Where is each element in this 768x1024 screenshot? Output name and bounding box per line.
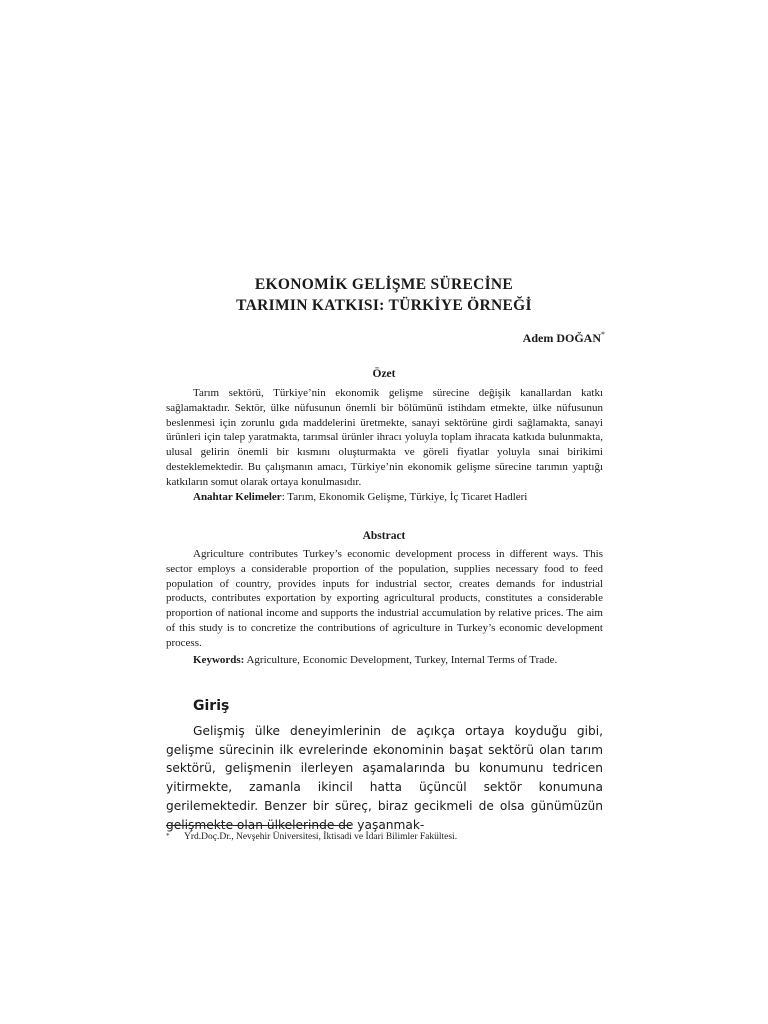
- abstract-body: [166, 547, 603, 651]
- paper-title-line-1: EKONOMİK GELİŞME SÜRECİNE: [254, 276, 514, 293]
- abstract-keywords-list: Agriculture, Economic Development, Turkey, Internal Terms of Trade.: [244, 654, 558, 666]
- footnote: [166, 832, 457, 842]
- author-footnote-mark: *: [601, 330, 605, 339]
- abstract-heading: Abstract: [362, 530, 406, 542]
- ozet-keywords: [193, 491, 527, 503]
- abstract-keywords-label: Keywords:: [193, 654, 245, 666]
- abstract-paragraph: Agriculture contributes Turkey’s economic development process in different ways. This sector employs a considerable proportion of the population, supplies necessary food to feed population of country, provides inputs for industrial sector, creates demands for industrial products, contributes exportation by exporting agricultural products, constitutes a considerable proportion of national income and supports the industrial accumulation by relative prices. The aim of this study is to concretize the contributions of agriculture in Turkey’s economic development process.: [166, 548, 603, 649]
- author: [523, 330, 605, 346]
- footnote-divider: [166, 825, 351, 826]
- footnote-mark: *: [166, 832, 170, 840]
- author-name: Adem DOĞAN: [522, 331, 601, 345]
- section-heading: Giriş: [193, 698, 230, 714]
- ozet-body: [166, 386, 603, 490]
- ozet-paragraph: Tarım sektörü, Türkiye’nin ekonomik gelişme sürecine değişik kanallardan katkı sağlamaktadır. Sektör, ülke nüfusunun önemli bir bölümünü istihdam etmekte, ülke nüfusunun beslenmesi için zorunlu gıda maddelerini üretmekte, sanayi sektörüne girdi sağlamakta, sanayi ürünleri için talep yaratmakta, tarımsal ürünler ihracı yoluyla toplam ihracata katkıda bulunmakta, ulusal gelirin önemli bir kısmını oluşturmakta ve göreli fiyatlar yoluyla sınai birikimi desteklemektedir. Bu çalışmanın amacı, Türkiye’nin ekonomik gelişme sürecine tarımın yaptığı katkıların somut olarak ortaya konulmasıdır.: [166, 387, 603, 488]
- ozet-keywords-label: Anahtar Kelimeler: [193, 491, 282, 503]
- paper-title-line-2: TARIMIN KATKISI: TÜRKİYE ÖRNEĞİ: [236, 297, 532, 314]
- footnote-text: Yrd.Doç.Dr., Nevşehir Üniversitesi, İktisadi ve İdari Bilimler Fakültesi.: [184, 832, 458, 842]
- section-body: [166, 722, 603, 834]
- section-paragraph: Gelişmiş ülke deneyimlerinin de açıkça ortaya koyduğu gibi, gelişme sürecinin ilk evrelerinde ekonominin başat sektörü olan tarım sektörü, gelişmenin ilerleyen aşamalarında bu konumunu tedricen yitirmekte, zamanla ikincil hatta üçüncül sektör konumuna gerilemektedir. Benzer bir süreç, biraz gecikmeli de olsa günümüzün gelişmekte olan ülkelerinde de yaşanmak-: [166, 724, 603, 832]
- ozet-heading: Özet: [372, 368, 396, 380]
- abstract-keywords: [193, 654, 557, 666]
- ozet-keywords-list: : Tarım, Ekonomik Gelişme, Türkiye, İç Ticaret Hadleri: [281, 491, 528, 503]
